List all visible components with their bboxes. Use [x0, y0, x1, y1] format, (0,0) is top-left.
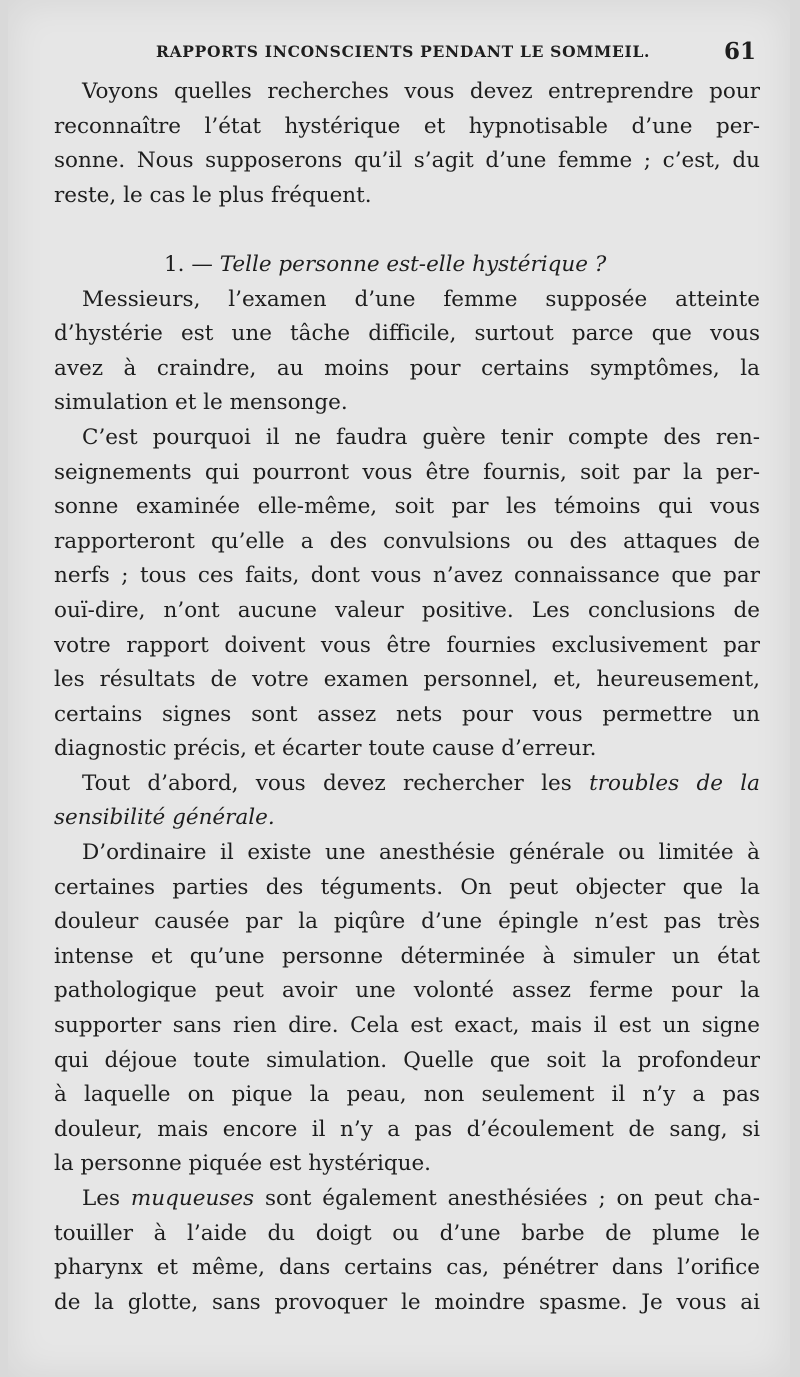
paragraph-3-line-10: diagnostic précis, et écarter toute cause d’erreur.: [54, 736, 597, 762]
paragraph-6-line-1: [54, 1182, 760, 1217]
paragraph-5-line-2: certaines parties des téguments. On peut objecter que la: [54, 874, 760, 900]
paragraph-5-line-6: supporter sans rien dire. Cela est exact, mais il est un signe: [54, 1013, 760, 1039]
paragraph-5-line-5: pathologique peut avoir une volonté assez ferme pour la: [54, 978, 760, 1004]
paragraph-4-line-1-italic: troubles de la: [589, 770, 760, 796]
paragraph-3-line-4: rapporteront qu’elle a des convulsions ou des attaques de: [54, 528, 760, 554]
paragraph-3-line-1: C’est pourquoi il ne faudra guère tenir compte des ren-: [82, 424, 760, 450]
paragraph-3-line-8: les résultats de votre examen personnel, et, heureusement,: [54, 667, 760, 693]
section-title: Telle personne est-elle hystérique ?: [219, 251, 607, 277]
book-page: [8, 0, 790, 1377]
paragraph-6-line-4: de la glotte, sans provoquer le moindre spasme. Je vous ai: [54, 1289, 760, 1315]
paragraph-3-line-9: certains signes sont assez nets pour vous permettre un: [54, 701, 760, 727]
paragraph-3-line-6: ouï-dire, n’ont aucune valeur positive. Les conclusions de: [54, 597, 760, 623]
paragraph-4-line-2: [54, 801, 760, 836]
paragraph-2-line-3: avez à craindre, au moins pour certains symptômes, la: [54, 355, 760, 381]
paragraph-6-line-2: touiller à l’aide du doigt ou d’une barbe de plume le: [54, 1220, 760, 1246]
paragraph-3-line-7: votre rapport doivent vous être fournies exclusivement par: [54, 632, 760, 658]
paragraph-3-line-3: sonne examinée elle-même, soit par les témoins qui vous: [54, 494, 760, 520]
page-header: [156, 40, 756, 70]
page-number: 61: [723, 38, 756, 65]
paragraph-1-line-2: reconnaître l’état hystérique et hypnotisable d’une per-: [54, 113, 760, 139]
paragraph-3-line-5: nerfs ; tous ces faits, dont vous n’avez connaissance que par: [54, 563, 760, 589]
paragraph-4-line-2-italic: sensibilité générale.: [54, 805, 275, 831]
paragraph-2-line-4: simulation et le mensonge.: [54, 390, 348, 416]
section-spacer: [54, 213, 760, 248]
paragraph-4-line-1-text: Tout d’abord, vous devez rechercher les: [82, 770, 572, 796]
paragraph-6-line-1-italic: muqueuses: [130, 1186, 255, 1211]
section-heading: [54, 248, 760, 283]
paragraph-5-line-4: intense et qu’une personne déterminée à simuler un état: [54, 943, 760, 969]
paragraph-1-line-3: sonne. Nous supposerons qu’il s’agit d’une femme ; c’est, du: [54, 148, 760, 174]
paragraph-5-line-9: douleur, mais encore il n’y a pas d’écoulement de sang, si: [54, 1116, 760, 1142]
paragraph-4-line-1: [54, 767, 760, 802]
paragraph-5-line-10: la personne piquée est hystérique.: [54, 1151, 431, 1177]
paragraph-1-line-1: Voyons quelles recherches vous devez entreprendre pour: [82, 79, 760, 104]
paragraph-6-line-1-suffix: sont également anesthésiées ; on peut cha-: [264, 1186, 760, 1211]
paragraph-1-line-4: reste, le cas le plus fréquent.: [54, 182, 372, 208]
paragraph-5-line-7: qui déjoue toute simulation. Quelle que soit la profondeur: [54, 1047, 760, 1073]
paragraph-5-line-3: douleur causée par la piqûre d’une épingle n’est pas très: [54, 909, 760, 935]
paragraph-5-line-1: D’ordinaire il existe une anesthésie générale ou limitée à: [82, 840, 760, 866]
paragraph-2-line-1: Messieurs, l’examen d’une femme supposée atteinte: [82, 286, 760, 312]
paragraph-5-line-8: à laquelle on pique la peau, non seulement il n’y a pas: [54, 1082, 760, 1108]
section-number: 1. —: [164, 251, 213, 277]
paragraph-2-line-2: d’hystérie est une tâche difficile, surtout parce que vous: [54, 321, 760, 347]
running-title: RAPPORTS INCONSCIENTS PENDANT LE SOMMEIL.: [156, 42, 651, 61]
paragraph-6-line-3: pharynx et même, dans certains cas, pénétrer dans l’orifice: [54, 1255, 760, 1281]
paragraph-6-line-1-prefix: Les: [82, 1186, 121, 1211]
paragraph-3-line-2: seignements qui pourront vous être fournis, soit par la per-: [54, 459, 760, 485]
body-text: [54, 75, 760, 1320]
